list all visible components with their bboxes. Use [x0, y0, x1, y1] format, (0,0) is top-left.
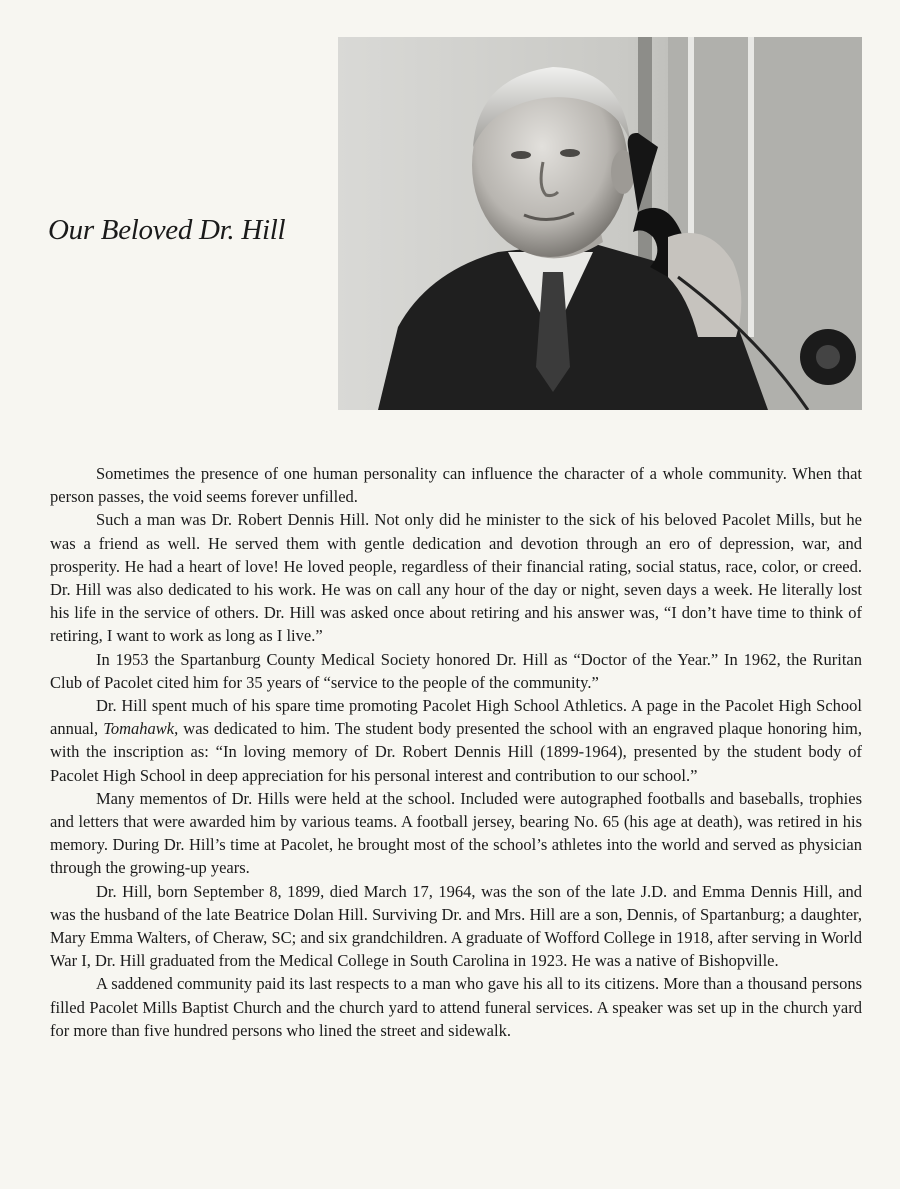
paragraph: Sometimes the presence of one human personality can influence the character of a whole community. When that person passes, the void seems forever unfilled.	[50, 464, 862, 507]
article-body	[50, 462, 862, 1042]
portrait-photo	[338, 37, 862, 410]
paragraph: In 1953 the Spartanburg County Medical Society honored Dr. Hill as “Doctor of the Year.” In 1962, the Ruritan Club of Pacolet cited him for 35 years of “service to the people of the community.”	[50, 649, 862, 692]
page-title: Our Beloved Dr. Hill	[48, 214, 286, 246]
paragraph: Such a man was Dr. Robert Dennis Hill. Not only did he minister to the sick of his beloved Pacolet Mills, but he was a friend as well. He served them with gentle dedication and devotion through an ero of depression, war, and prosperity. He had a heart of love! He loved people, regardless of their financial rating, social status, race, color, or creed. Dr. Hill was also dedicated to his work. He was on call any hour of the day or night, seven days a week. He literally lost his life in the service of others. Dr. Hill was asked once about retiring and his answer was, “I don’t have time to think of retiring, I want to work as long as I live.”	[50, 510, 862, 646]
paragraph: Dr. Hill, born September 8, 1899, died March 17, 1964, was the son of the late J.D. and Emma Dennis Hill, and was the husband of the late Beatrice Dolan Hill. Surviving Dr. and Mrs. Hill are a son, Dennis, of Spartanburg; a daughter, Mary Emma Walters, of Cheraw, SC; and six grandchildren. A graduate of Wofford College in 1918, after serving in World War I, Dr. Hill graduated from the Medical College in South Carolina in 1923. He was a native of Bishopville.	[50, 881, 862, 971]
portrait-photo-icon	[338, 37, 862, 410]
paragraph: Many mementos of Dr. Hills were held at the school. Included were autographed footballs and baseballs, trophies and letters that were awarded him by various teams. A football jersey, bearing No. 65 (his age at death), was retired in his memory. During Dr. Hill’s time at Pacolet, he brought most of the school’s athletes into the world and served as physician through the growing-up years.	[50, 788, 862, 878]
paragraph: Dr. Hill spent much of his spare time promoting Pacolet High School Athletics. A page in the Pacolet High School annual, Tomahawk, was dedicated to him. The student body presented the school with an engraved plaque honoring him, with the inscription as: “In loving memory of Dr. Robert Dennis Hill (1899-1964), presented by the student body of Pacolet High School in deep appreciation for his personal interest and contribution to our school.”	[50, 696, 863, 785]
annual-name: Tomahawk	[103, 719, 175, 739]
paragraph: A saddened community paid its last respects to a man who gave his all to its citizens. More than a thousand persons filled Pacolet Mills Baptist Church and the church yard to attend funeral services. A speaker was set up in the church yard for more than five hundred persons who lined the street and sidewalk.	[50, 974, 862, 1040]
